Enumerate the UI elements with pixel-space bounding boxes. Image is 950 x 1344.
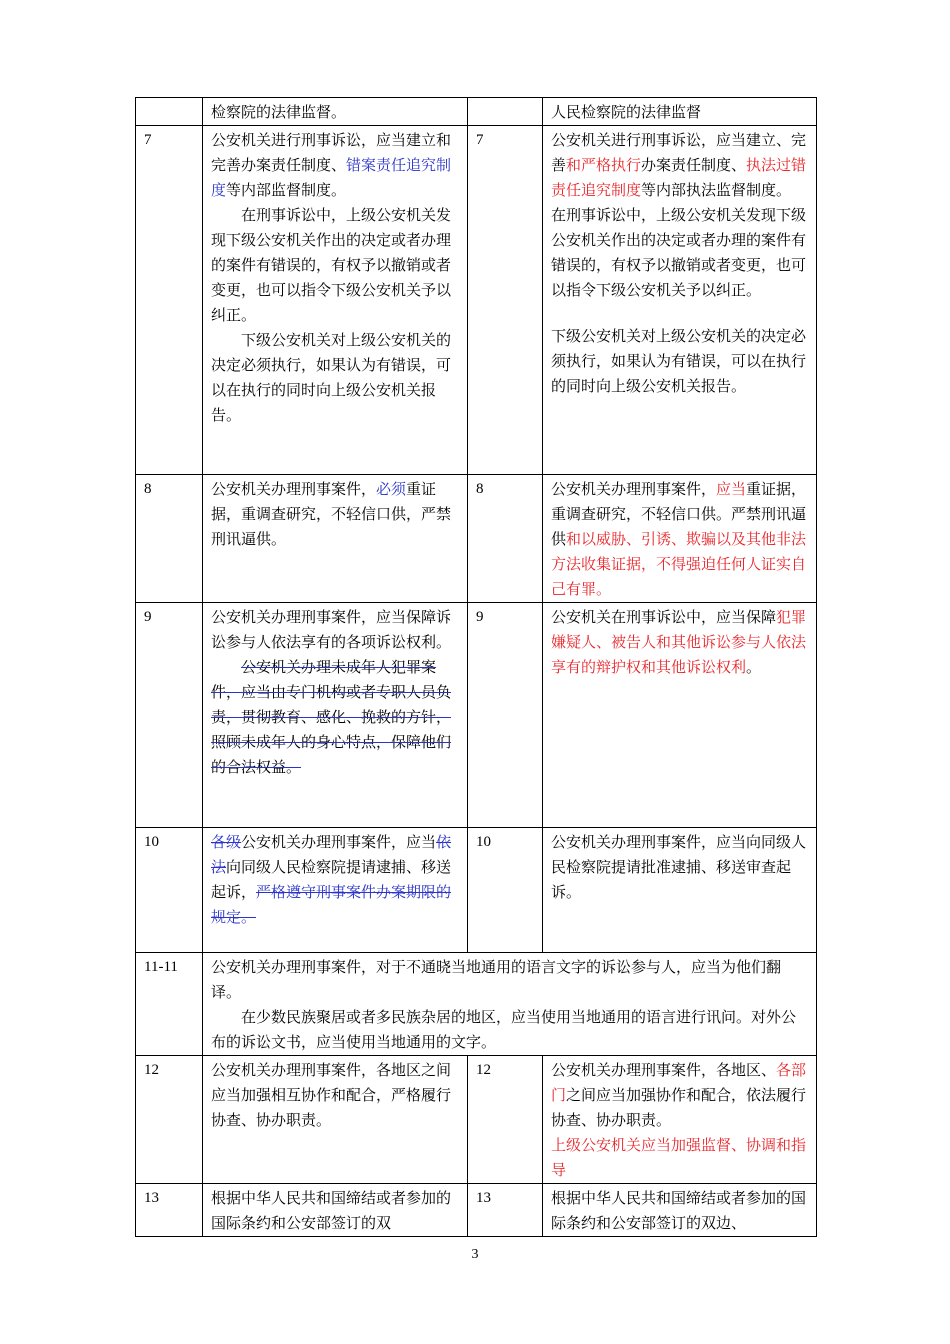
new-text-cell: 公安机关办理刑事案件，应当重证据，重调查研究，不轻信口供。严禁刑讯逼供和以威胁、引诱、欺骗以及其他非法方法收集证据，不得强迫任何人证实自己有罪。 <box>543 475 817 603</box>
table-row <box>136 603 817 828</box>
new-article-number: 8 <box>468 475 543 603</box>
new-article-number: 13 <box>468 1184 543 1237</box>
table-row <box>136 98 817 126</box>
old-article-number: 7 <box>136 126 203 475</box>
new-article-number: 10 <box>468 828 543 953</box>
new-text-cell: 公安机关在刑事诉讼中，应当保障犯罪嫌疑人、被告人和其他诉讼参与人依法享有的辩护权和其他诉讼权利。 <box>543 603 817 828</box>
old-article-number <box>136 98 203 126</box>
new-article-number <box>468 98 543 126</box>
new-text-cell: 公安机关进行刑事诉讼，应当建立、完善和严格执行办案责任制度、执法过错责任追究制度等内部执法监督制度。 在刑事诉讼中，上级公安机关发现下级公安机关作出的决定或者办理的案件有错误的，有权予以撤销或者变更，也可以指令下级公安机关予以纠正。 下级公安机关对上级公安机关的决定必须执行，如果认为有错误，可以在执行的同时向上级公安机关报告。 <box>543 126 817 475</box>
merged-text-cell: 公安机关办理刑事案件，对于不通晓当地通用的语言文字的诉讼参与人，应当为他们翻译。 在少数民族聚居或者多民族杂居的地区，应当使用当地通用的语言进行讯问。对外公布的诉讼文书，应当使用当地通用的文字。 <box>203 953 817 1056</box>
new-text-cell: 公安机关办理刑事案件，应当向同级人民检察院提请批准逮捕、移送审查起诉。 <box>543 828 817 953</box>
new-article-number: 12 <box>468 1056 543 1184</box>
old-text-cell: 检察院的法律监督。 <box>203 98 468 126</box>
old-text-cell: 公安机关办理刑事案件，必须重证据，重调查研究，不轻信口供，严禁刑讯逼供。 <box>203 475 468 603</box>
old-article-number: 12 <box>136 1056 203 1184</box>
new-text-cell: 人民检察院的法律监督 <box>543 98 817 126</box>
comparison-table <box>135 97 817 1237</box>
new-article-number: 9 <box>468 603 543 828</box>
old-text-cell: 公安机关办理刑事案件，各地区之间应当加强相互协作和配合，严格履行协查、协办职责。 <box>203 1056 468 1184</box>
table-row <box>136 126 817 475</box>
deleted-text: 依法 <box>211 833 452 876</box>
old-text-cell: 公安机关办理刑事案件，应当保障诉讼参与人依法享有的各项诉讼权利。 公安机关办理未成年人犯罪案件，应当由专门机构或者专职人员负责，贯彻教育、感化、挽救的方针，照顾未成年人的身心特点，保障他们的合法权益。 <box>203 603 468 828</box>
old-article-number: 10 <box>136 828 203 953</box>
new-text-cell: 公安机关办理刑事案件，各地区、各部门之间应当加强协作和配合，依法履行协查、协办职责。 上级公安机关应当加强监督、协调和指导 <box>543 1056 817 1184</box>
new-article-number: 7 <box>468 126 543 475</box>
table-row <box>136 475 817 603</box>
table-row <box>136 1184 817 1237</box>
old-article-number: 11-11 <box>136 953 203 1056</box>
deleted-text: 严格遵守刑事案件办案期限的规定。 <box>211 883 452 926</box>
old-article-number: 9 <box>136 603 203 828</box>
old-article-number: 13 <box>136 1184 203 1237</box>
deleted-text: 公安机关办理未成年人犯罪案件，应当由专门机构或者专职人员负责，贯彻教育、感化、挽救的方针，照顾未成年人的身心特点，保障他们的合法权益。 <box>211 658 452 776</box>
page-number: 3 <box>471 1247 479 1262</box>
table-row <box>136 953 817 1056</box>
table-row <box>136 1056 817 1184</box>
old-article-number: 8 <box>136 475 203 603</box>
old-text-cell: 根据中华人民共和国缔结或者参加的国际条约和公安部签订的双 <box>203 1184 468 1237</box>
table-row <box>136 828 817 953</box>
deleted-text: 各级 <box>211 833 242 851</box>
old-text-cell: 各级公安机关办理刑事案件，应当依法向同级人民检察院提请逮捕、移送起诉，严格遵守刑事案件办案期限的规定。 <box>203 828 468 953</box>
new-text-cell: 根据中华人民共和国缔结或者参加的国际条约和公安部签订的双边、 <box>543 1184 817 1237</box>
old-text-cell: 公安机关进行刑事诉讼，应当建立和完善办案责任制度、错案责任追究制度等内部监督制度。 在刑事诉讼中，上级公安机关发现下级公安机关作出的决定或者办理的案件有错误的，有权予以撤销或者变更，也可以指令下级公安机关予以纠正。 下级公安机关对上级公安机关的决定必须执行，如果认为有错误，可以在执行的同时向上级公安机关报告。 <box>203 126 468 475</box>
